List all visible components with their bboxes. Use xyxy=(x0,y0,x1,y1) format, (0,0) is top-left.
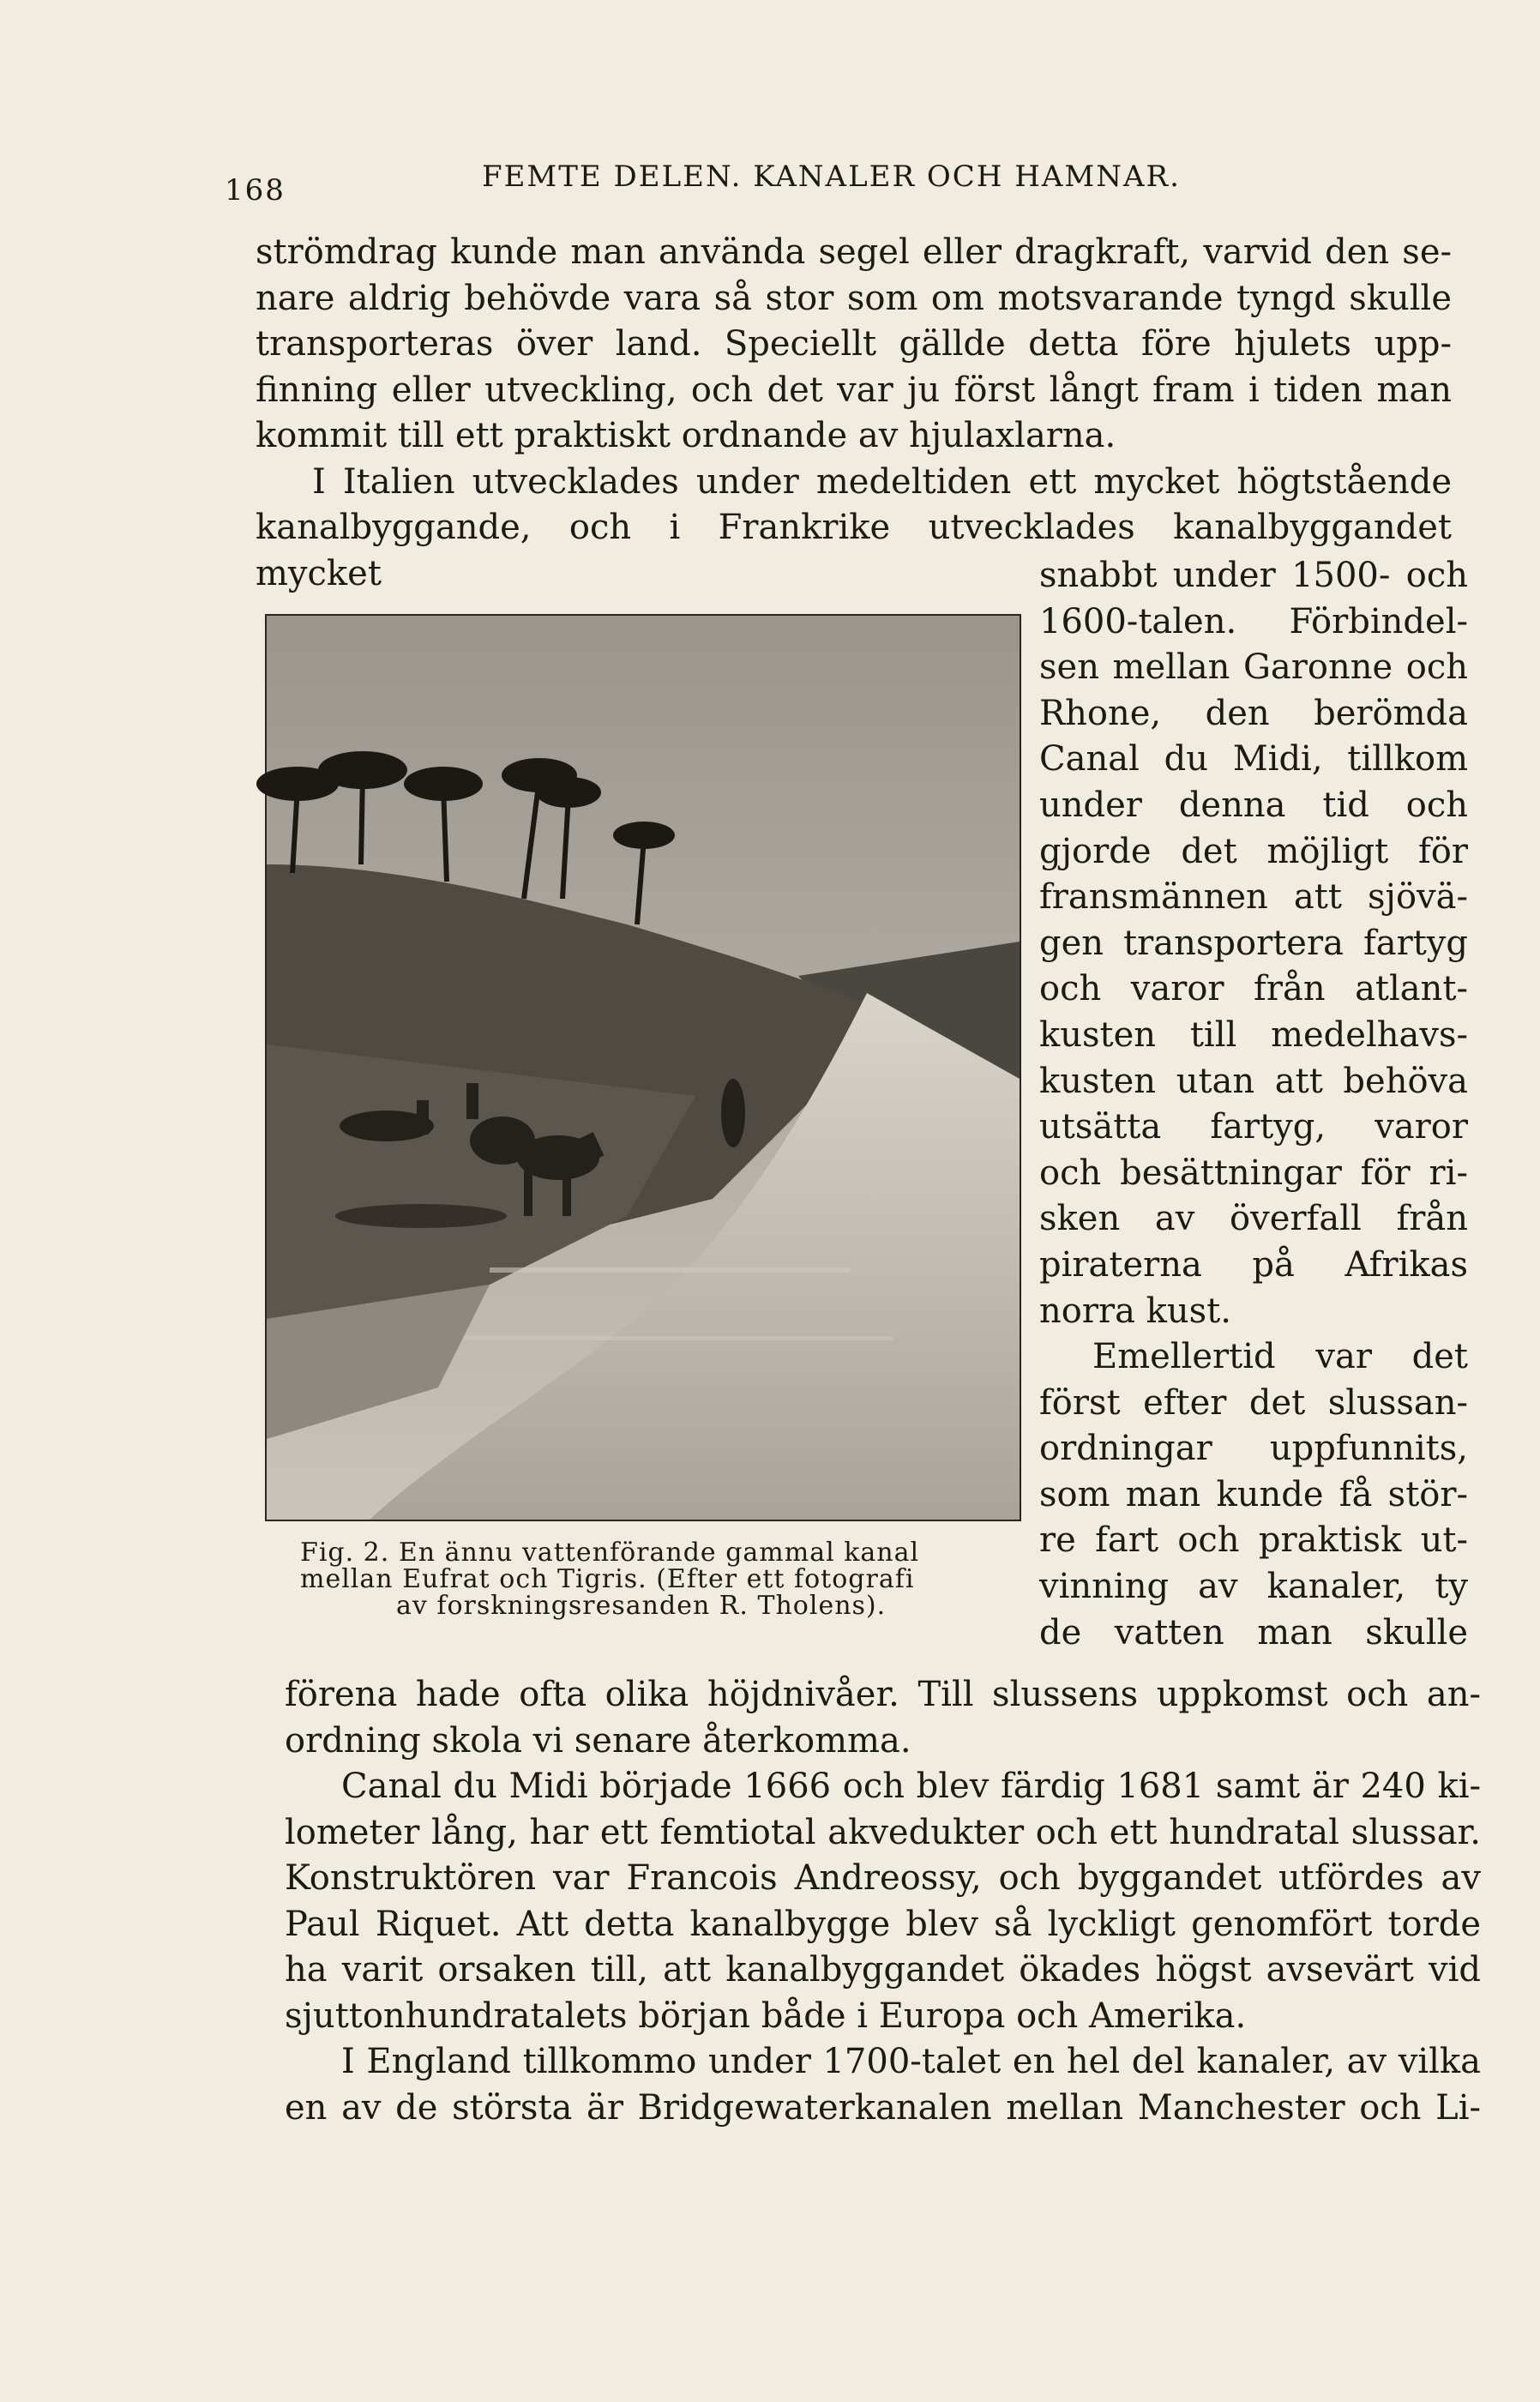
text-line: I Italien utvecklades under medeltiden ett mycket högtstående xyxy=(312,461,1452,502)
text-line: Paul Riquet. Att detta kanalbygge blev så lyckligt genomfört torde xyxy=(285,1904,1481,1944)
text-line: Emellertid var det xyxy=(1092,1337,1468,1377)
figure-photograph xyxy=(265,614,1021,1521)
running-title: FEMTE DELEN. KANALER OCH HAMNAR. xyxy=(482,160,1181,194)
text-line: förena hade ofta olika höjdnivåer. Till slussens uppkomst och an- xyxy=(285,1675,1481,1714)
text-line: Canal du Midi, tillkom xyxy=(1039,739,1468,780)
text-line: kommit till ett praktiskt ordnande av hjulaxlarna. xyxy=(256,416,1116,455)
text-line: Rhone, den berömda xyxy=(1039,693,1468,733)
text-line: vinning av kanaler, ty xyxy=(1039,1567,1468,1607)
text-line: kusten utan att behöva xyxy=(1039,1061,1468,1101)
caption-line: mellan Eufrat och Tigris. (Efter ett fotografi xyxy=(300,1564,915,1594)
text-line: som man kunde få stör- xyxy=(1039,1474,1468,1514)
text-line: kanalbyggande, och i Frankrike utvecklades kanalbyggandet mycket xyxy=(256,508,1452,593)
text-line: utsätta fartyg, varor xyxy=(1039,1107,1468,1147)
text-line: gen transportera fartyg xyxy=(1039,923,1468,963)
text-line: sjuttonhundratalets början både i Europa och Amerika. xyxy=(285,1996,1247,2036)
text-line: strömdrag kunde man använda segel eller dragkraft, varvid den se- xyxy=(256,232,1452,272)
text-line: 1600-talen. Förbindel- xyxy=(1039,601,1468,641)
text-line: piraterna på Afrikas xyxy=(1039,1244,1468,1285)
text-line: gjorde det möjligt för xyxy=(1039,831,1468,871)
text-line: norra kust. xyxy=(1039,1291,1231,1331)
body-text-bottom xyxy=(285,1672,1481,2131)
text-line: snabbt under 1500- och xyxy=(1039,556,1468,595)
text-line: finning eller utveckling, och det var ju först långt fram i tiden man xyxy=(256,370,1452,410)
canal-photo-illustration xyxy=(267,616,1020,1520)
text-line: lometer lång, har ett femtiotal akvedukter och ett hundratal slussar. xyxy=(285,1812,1481,1852)
text-line: först efter det slussan- xyxy=(1039,1382,1468,1423)
text-line: och varor från atlant- xyxy=(1039,969,1468,1009)
text-line: sen mellan Garonne och xyxy=(1039,647,1468,688)
text-line: Canal du Midi började 1666 och blev färdig 1681 samt är 240 ki- xyxy=(341,1767,1481,1806)
text-line: nare aldrig behövde vara så stor som om motsvarande tyngd skulle xyxy=(256,278,1452,318)
text-line: Konstruktören var Francois Andreossy, och byggandet utfördes av xyxy=(285,1858,1481,1898)
text-line: de vatten man skulle xyxy=(1039,1612,1468,1653)
text-line: ordningar uppfunnits, xyxy=(1039,1429,1468,1469)
text-line: under denna tid och xyxy=(1039,785,1468,825)
text-line: kusten till medelhavs- xyxy=(1039,1014,1468,1055)
caption-line: Fig. 2. En ännu vattenförande gammal kanal xyxy=(300,1538,920,1568)
caption-line: av forskningsresanden R. Tholens). xyxy=(396,1591,887,1621)
text-line: fransmännen att sjövä- xyxy=(1039,877,1468,918)
text-line: ha varit orsaken till, att kanalbyggandet ökades högst avsevärt vid xyxy=(285,1950,1481,1990)
body-text-side-column xyxy=(1039,553,1468,1656)
figure-caption xyxy=(300,1539,1025,1619)
page-header xyxy=(225,153,1254,208)
text-line: transporteras över land. Speciellt gällde detta före hjulets upp- xyxy=(256,324,1452,364)
text-line: en av de största är Bridgewaterkanalen mellan Manchester och Li- xyxy=(285,2087,1481,2128)
text-line: sken av överfall från xyxy=(1039,1199,1468,1239)
text-line: ordning skola vi senare återkomma. xyxy=(285,1720,911,1761)
page-number: 168 xyxy=(225,173,286,208)
text-line: re fart och praktisk ut- xyxy=(1039,1520,1468,1561)
text-line: I England tillkommo under 1700-talet en hel del kanaler, av vilka xyxy=(341,2042,1481,2081)
text-line: och besättningar för ri- xyxy=(1039,1153,1468,1193)
